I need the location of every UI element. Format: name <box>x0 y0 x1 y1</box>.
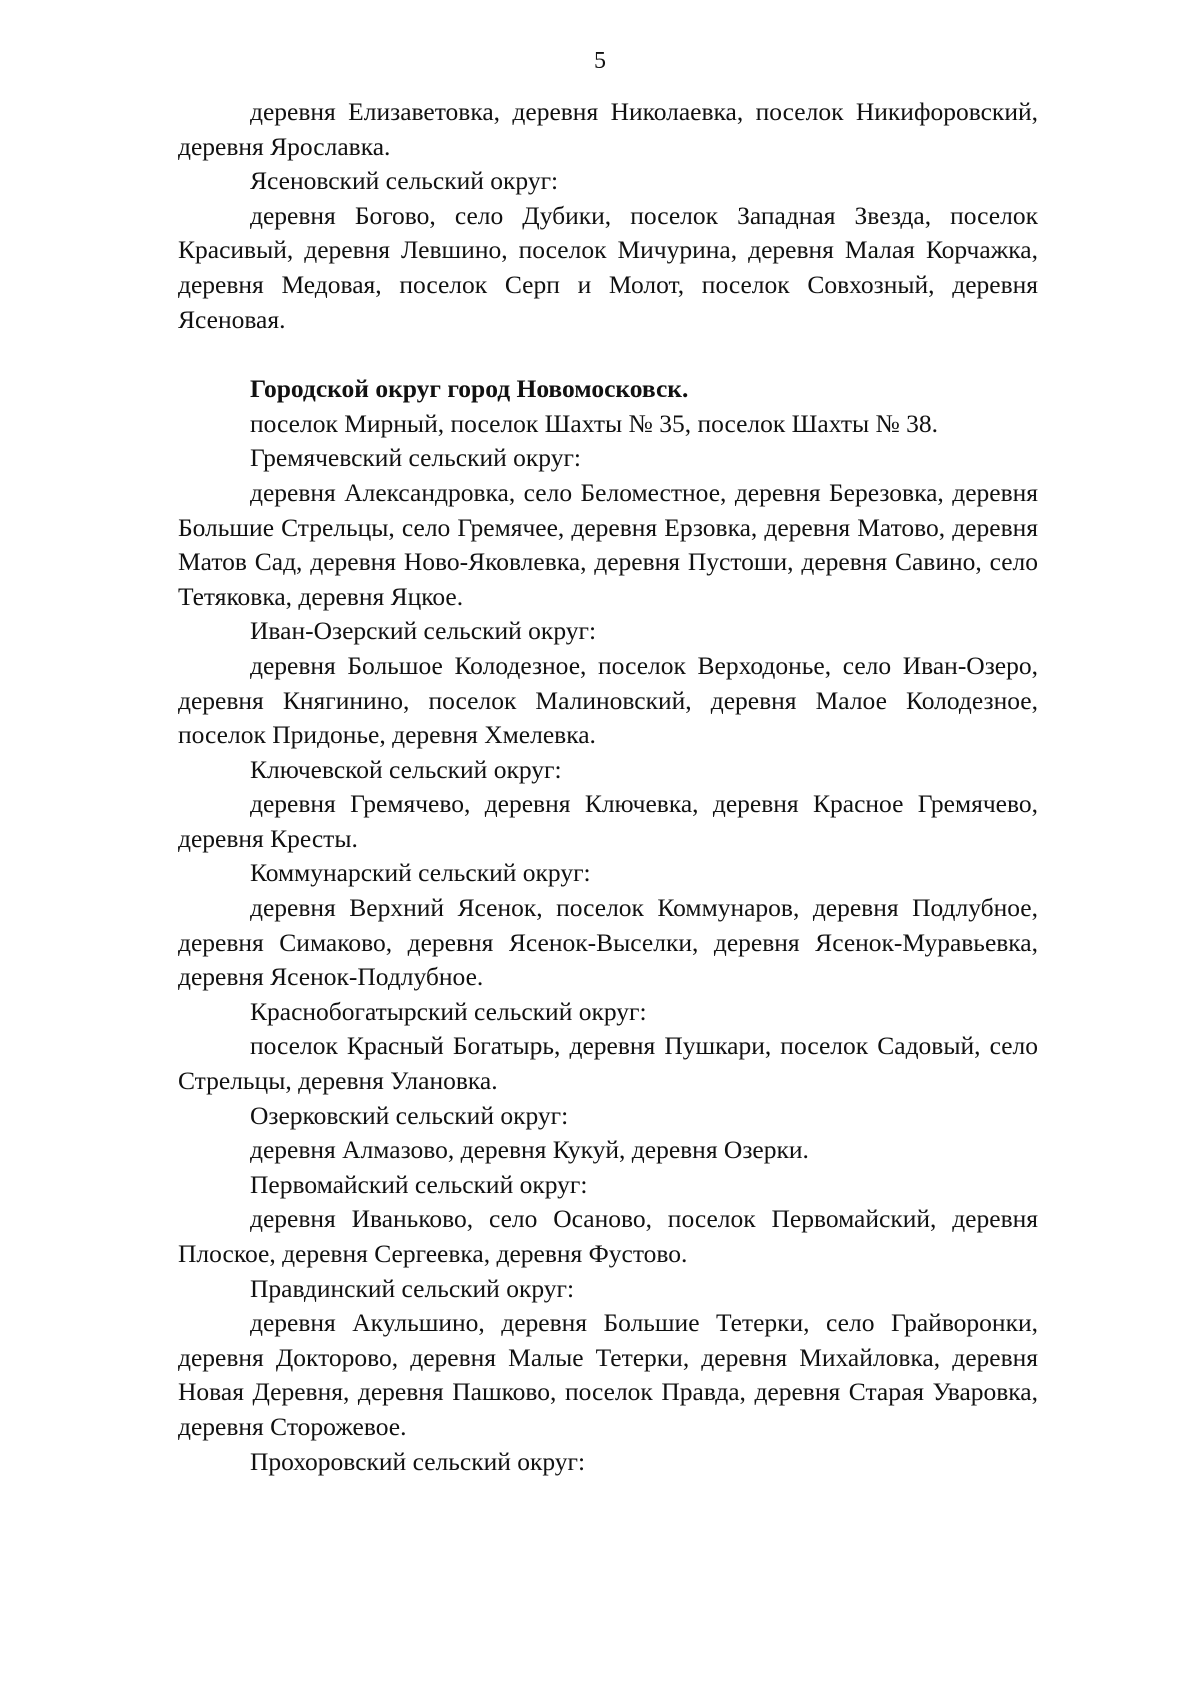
district-title: Гремячевский сельский округ: <box>250 443 582 473</box>
district-title: Прохоровский сельский округ: <box>250 1446 586 1476</box>
section-heading: Городской округ город Новомосковск. <box>250 374 689 404</box>
district-title: Коммунарский сельский округ: <box>250 858 591 888</box>
main-block <box>178 407 1038 1479</box>
document-body <box>178 95 1038 1479</box>
district-title: Иван-Озерский сельский округ: <box>250 616 597 646</box>
district-title: Краснобогатырский сельский округ: <box>250 996 647 1026</box>
district-title: Первомайский сельский округ: <box>250 1169 588 1199</box>
settlement-list: деревня Богово, село Дубики, поселок Западная Звезда, поселок Красивый, деревня Левшино, поселок Мичурина, деревня Малая Корчажка, деревня Медовая, поселок Серп и Молот, поселок Совхозный, деревня Ясеновая. <box>178 200 1038 334</box>
page-number: 5 <box>594 48 606 74</box>
settlement-list: поселок Мирный, поселок Шахты № 35, поселок Шахты № 38. <box>250 408 939 438</box>
settlement-list: деревня Верхний Ясенок, поселок Коммунаров, деревня Подлубное, деревня Симаково, деревня Ясенок-Выселки, деревня Ясенок-Муравьевка, деревня Ясенок-Подлубное. <box>178 893 1038 992</box>
settlement-list: деревня Алмазово, деревня Кукуй, деревня Озерки. <box>250 1135 809 1165</box>
district-title: Ключевской сельский округ: <box>250 754 562 784</box>
intro-block <box>178 95 1038 337</box>
settlement-list: деревня Александровка, село Беломестное, деревня Березовка, деревня Большие Стрельцы, село Гремячее, деревня Ерзовка, деревня Матово, деревня Матов Сад, деревня Ново-Яковлевка, деревня Пустоши, деревня Савино, село Тетяковка, деревня Яцкое. <box>178 477 1038 611</box>
settlement-list: деревня Большое Колодезное, поселок Верходонье, село Иван-Озеро, деревня Княгинино, поселок Малиновский, деревня Малое Колодезное, поселок Придонье, деревня Хмелевка. <box>178 650 1038 750</box>
district-title: Ясеновский сельский округ: <box>250 166 559 196</box>
settlement-list: деревня Елизаветовка, деревня Николаевка, поселок Никифоровский, деревня Ярославка. <box>178 97 1038 161</box>
settlement-list: поселок Красный Богатырь, деревня Пушкари, поселок Садовый, село Стрельцы, деревня Улановка. <box>178 1031 1038 1096</box>
district-title: Озерковский сельский округ: <box>250 1100 569 1130</box>
district-title: Правдинский сельский округ: <box>250 1273 575 1303</box>
settlement-list: деревня Гремячево, деревня Ключевка, деревня Красное Гремячево, деревня Кресты. <box>178 789 1038 853</box>
settlement-list: деревня Акульшино, деревня Большие Тетерки, село Грайворонки, деревня Докторово, деревня Малые Тетерки, деревня Михайловка, деревня Новая Деревня, деревня Пашково, поселок Правда, деревня Старая Уваровка, деревня Сторожевое. <box>178 1308 1038 1441</box>
settlement-list: деревня Иваньково, село Осаново, поселок Первомайский, деревня Плоское, деревня Сергеевка, деревня Фустово. <box>178 1204 1038 1268</box>
